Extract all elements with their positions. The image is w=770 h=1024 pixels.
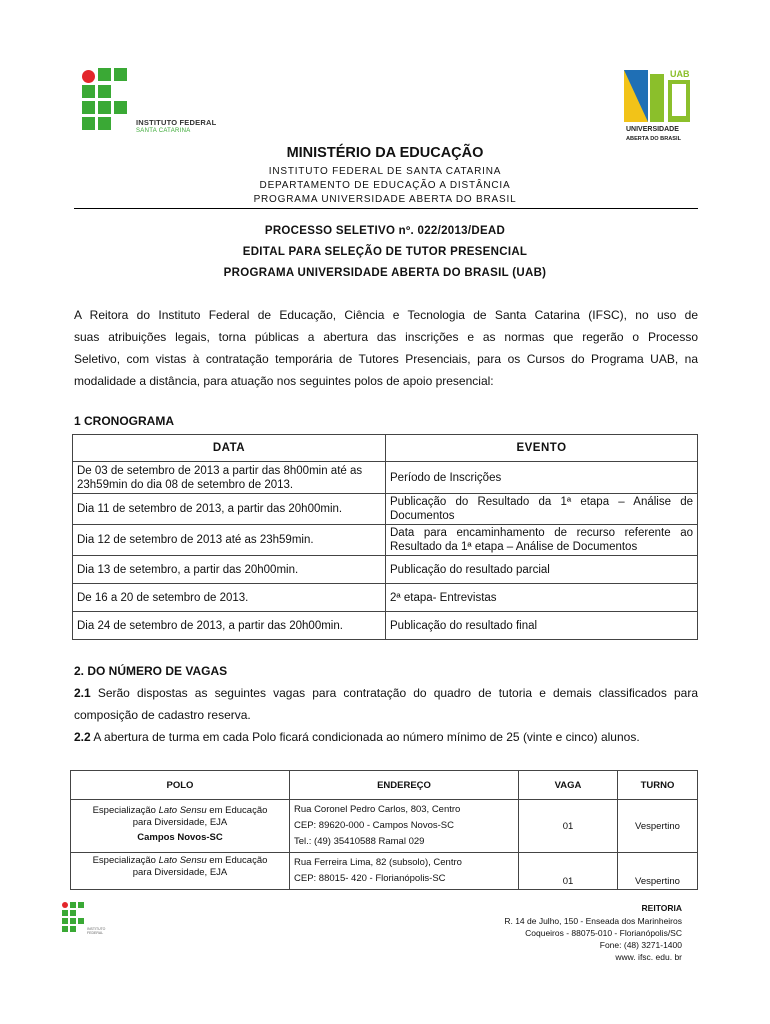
logo-text-instituto: INSTITUTO FEDERAL bbox=[136, 118, 217, 127]
table-row bbox=[71, 800, 698, 853]
col-turno-header: TURNO bbox=[618, 771, 698, 800]
footer-website: www. ifsc. edu. br bbox=[615, 952, 682, 962]
ministerio-title: MINISTÉRIO DA EDUCAÇÃO bbox=[286, 145, 484, 161]
header-divider bbox=[74, 208, 698, 209]
polo-text: para Diversidade, EJA bbox=[132, 817, 228, 828]
col-data-header: DATA bbox=[73, 435, 386, 462]
cell-data: Dia 11 de setembro de 2013, a partir das 20h00min. bbox=[73, 494, 386, 525]
cell-polo bbox=[71, 853, 290, 890]
logo-red-circle bbox=[82, 70, 95, 83]
header-line-2: DEPARTAMENTO DE EDUCAÇÃO A DISTÂNCIA bbox=[259, 180, 511, 191]
footer-ifsc-logo bbox=[62, 902, 118, 940]
footer-address: R. 14 de Julho, 150 - Enseada dos Marinheiros bbox=[504, 916, 682, 926]
cell-data: Dia 12 de setembro de 2013 até as 23h59min. bbox=[73, 525, 386, 556]
footer-title: REITORIA bbox=[641, 903, 682, 913]
cell-vaga: 01 bbox=[519, 800, 618, 853]
polo-text: em Educação bbox=[206, 805, 268, 816]
item-number: 2.1 bbox=[74, 686, 91, 700]
intro-line: Seletivo, com vistas à contratação temporária de Tutores Presenciais, para os Cursos do Programa UAB, na bbox=[74, 352, 698, 366]
address-line: CEP: 89620-000 - Campos Novos-SC bbox=[294, 820, 454, 831]
uab-text-aberta: ABERTA DO BRASIL bbox=[626, 136, 682, 142]
uab-logo bbox=[620, 66, 696, 146]
footer-logo-text: INSTITUTO FEDERAL bbox=[87, 927, 106, 935]
table-row bbox=[71, 853, 698, 890]
cell-evento: Publicação do Resultado da 1ª etapa – Análise de Documentos bbox=[386, 494, 698, 525]
vagas-paragraph bbox=[74, 682, 698, 748]
cronograma-heading: 1 CRONOGRAMA bbox=[74, 414, 175, 428]
polo-city: Campos Novos-SC bbox=[137, 832, 223, 843]
cronograma-table bbox=[72, 434, 698, 640]
uab-small-text: UAB bbox=[670, 69, 690, 79]
table-row bbox=[73, 494, 698, 525]
table-row bbox=[73, 525, 698, 556]
edital-title: EDITAL PARA SELEÇÃO DE TUTOR PRESENCIAL bbox=[242, 246, 528, 258]
table-row bbox=[73, 462, 698, 494]
polo-text: Especialização bbox=[92, 855, 159, 866]
processo-title: PROCESSO SELETIVO nº. 022/2013/DEAD bbox=[264, 225, 506, 237]
cell-data: De 03 de setembro de 2013 a partir das 8h00min até as 23h59min do dia 08 de setembro de 2013. bbox=[73, 462, 386, 494]
col-evento-header: EVENTO bbox=[386, 435, 698, 462]
intro-line: suas atribuições legais, torna públicas a abertura das inscrições e as normas que regerão o Processo bbox=[74, 330, 698, 344]
vagas-line: composição de cadastro reserva. bbox=[74, 708, 251, 722]
cell-endereco bbox=[290, 800, 519, 853]
table-row bbox=[73, 612, 698, 640]
cell-turno: Vespertino bbox=[618, 853, 698, 890]
footer-city: Coqueiros - 88075-010 - Florianópolis/SC bbox=[525, 928, 682, 938]
col-polo-header: POLO bbox=[71, 771, 290, 800]
cell-evento: Data para encaminhamento de recurso referente ao Resultado da 1ª etapa – Análise de Documentos bbox=[386, 525, 698, 556]
address-line: Rua Ferreira Lima, 82 (subsolo), Centro bbox=[294, 857, 462, 868]
address-line: Tel.: (49) 35410588 Ramal 029 bbox=[294, 836, 425, 847]
intro-paragraph bbox=[74, 304, 698, 392]
logo-text-santa-catarina: SANTA CATARINA bbox=[136, 128, 191, 134]
ifsc-logo bbox=[80, 68, 220, 140]
header-line-3: PROGRAMA UNIVERSIDADE ABERTA DO BRASIL bbox=[253, 194, 517, 205]
vagas-line bbox=[74, 682, 698, 704]
cell-evento: 2ª etapa- Entrevistas bbox=[386, 584, 698, 612]
footer-phone: Fone: (48) 3271-1400 bbox=[599, 940, 682, 950]
programa-title: PROGRAMA UNIVERSIDADE ABERTA DO BRASIL (UAB) bbox=[223, 267, 547, 279]
polo-text: Especialização bbox=[92, 805, 159, 816]
cell-evento: Período de Inscrições bbox=[386, 462, 698, 494]
cell-data: Dia 24 de setembro de 2013, a partir das 20h00min. bbox=[73, 612, 386, 640]
vagas-text: A abertura de turma em cada Polo ficará condicionada ao número mínimo de 25 (vinte e cinco) alunos. bbox=[90, 730, 640, 744]
table-header-row bbox=[71, 771, 698, 800]
table-header-row bbox=[73, 435, 698, 462]
cell-data: De 16 a 20 de setembro de 2013. bbox=[73, 584, 386, 612]
address-line: Rua Coronel Pedro Carlos, 803, Centro bbox=[294, 804, 461, 815]
vagas-heading: 2. DO NÚMERO DE VAGAS bbox=[74, 664, 228, 678]
cell-polo bbox=[71, 800, 290, 853]
intro-line: modalidade a distância, para atuação nos seguintes polos de apoio presencial: bbox=[74, 374, 494, 388]
uab-text-universidade: UNIVERSIDADE bbox=[626, 126, 679, 133]
polo-italic: Lato Sensu bbox=[158, 805, 207, 816]
polo-text: em Educação bbox=[206, 855, 268, 866]
polo-italic: Lato Sensu bbox=[158, 855, 207, 866]
cell-evento: Publicação do resultado final bbox=[386, 612, 698, 640]
cell-evento: Publicação do resultado parcial bbox=[386, 556, 698, 584]
cell-vaga: 01 bbox=[519, 853, 618, 890]
cell-turno: Vespertino bbox=[618, 800, 698, 853]
polo-text: para Diversidade, EJA bbox=[132, 867, 228, 878]
intro-line: A Reitora do Instituto Federal de Educação, Ciência e Tecnologia de Santa Catarina (IFSC), no uso de bbox=[74, 308, 698, 322]
vagas-table bbox=[70, 770, 698, 890]
vagas-text: Serão dispostas as seguintes vagas para contratação do quadro de tutoria e demais classificados para bbox=[90, 686, 698, 700]
table-row bbox=[73, 584, 698, 612]
item-number: 2.2 bbox=[74, 730, 91, 744]
col-vaga-header: VAGA bbox=[519, 771, 618, 800]
col-endereco-header: ENDEREÇO bbox=[290, 771, 519, 800]
address-line: CEP: 88015- 420 - Florianópolis-SC bbox=[294, 873, 446, 884]
cell-data: Dia 13 de setembro, a partir das 20h00min. bbox=[73, 556, 386, 584]
table-row bbox=[73, 556, 698, 584]
header-line-1: INSTITUTO FEDERAL DE SANTA CATARINA bbox=[268, 166, 502, 177]
cell-endereco bbox=[290, 853, 519, 890]
vagas-line bbox=[74, 726, 698, 748]
